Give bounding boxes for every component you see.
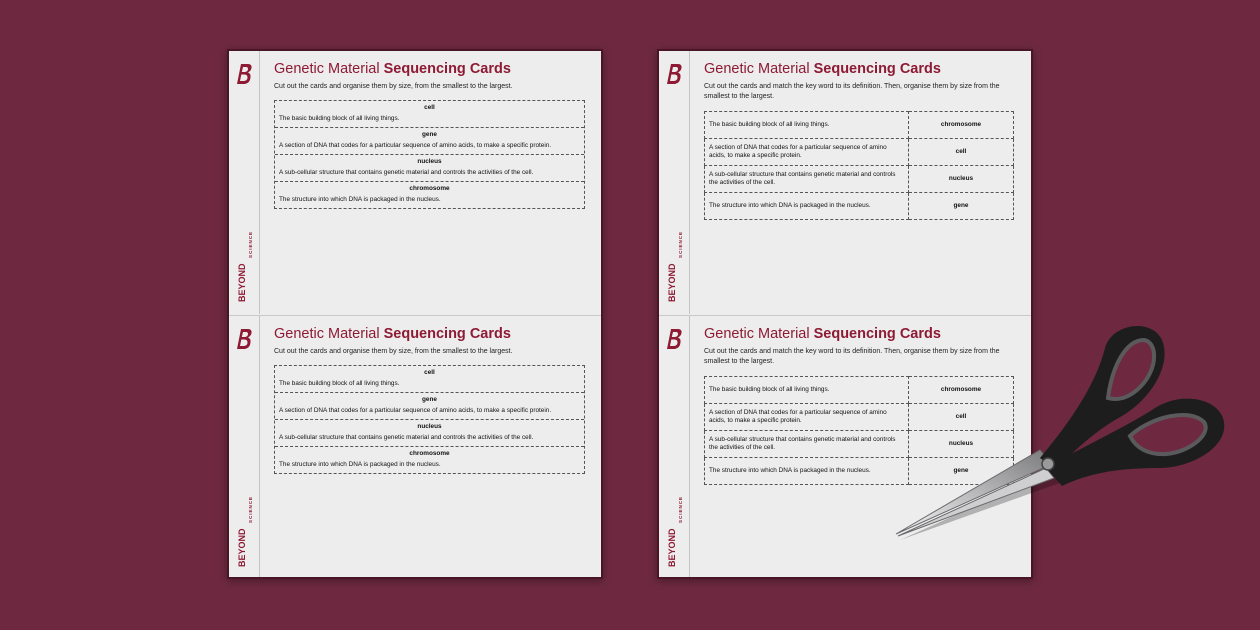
worksheet-half [229, 51, 601, 314]
beyond-b-logo-icon [237, 328, 253, 350]
svg-text:BEYOND: BEYOND [667, 263, 677, 302]
keyword-card: cell [909, 404, 1014, 431]
matching-row [705, 166, 1014, 193]
sequencing-card: nucleus A sub-cellular structure that contains genetic material and controls the activities of the cell. [275, 154, 584, 181]
keyword-card: chromosome [909, 377, 1014, 404]
svg-text:SCIENCE: SCIENCE [248, 230, 253, 258]
sequencing-card: nucleus A sub-cellular structure that contains genetic material and controls the activities of the cell. [275, 419, 584, 446]
worksheet-instruction: Cut out the cards and match the key word to its definition. Then, organise them by size from the smallest to the largest. [704, 83, 1000, 100]
matching-table [704, 111, 1014, 220]
worksheet-instruction: Cut out the cards and organise them by size, from the smallest to the largest. [274, 83, 513, 90]
beyond-b-logo-icon [667, 328, 683, 350]
definition-card: A sub-cellular structure that contains genetic material and controls the activities of the cell. [705, 166, 909, 193]
worksheet-title: Genetic Material Sequencing Cards [704, 326, 941, 342]
card-stack [274, 100, 585, 209]
matching-row [705, 139, 1014, 166]
beyond-science-wordmark [661, 208, 687, 304]
matching-row [705, 193, 1014, 220]
definition-card: The structure into which DNA is packaged in the nucleus. [705, 193, 909, 220]
sequencing-card: cell The basic building block of all living things. [279, 104, 435, 122]
worksheet-title: Genetic Material Sequencing Cards [274, 61, 511, 77]
definition-card: A section of DNA that codes for a particular sequence of amino acids, to make a specific protein. [705, 404, 909, 431]
beyond-b-logo-icon [667, 63, 683, 85]
worksheet-sorting [227, 49, 603, 579]
worksheet-title: Genetic Material Sequencing Cards [274, 326, 511, 342]
scissors-icon [890, 318, 1230, 550]
definition-card: The basic building block of all living things. [705, 112, 909, 139]
svg-text:SCIENCE: SCIENCE [678, 230, 683, 258]
brand-strip [229, 51, 260, 314]
worksheet-half [659, 51, 1031, 314]
sequencing-card: cell The basic building block of all living things. [279, 369, 435, 387]
keyword-card: chromosome [909, 112, 1014, 139]
sequencing-card: chromosome The structure into which DNA is packaged in the nucleus. [275, 181, 584, 208]
worksheet-title: Genetic Material Sequencing Cards [704, 61, 941, 77]
definition-card: A section of DNA that codes for a particular sequence of amino acids, to make a specific protein. [705, 139, 909, 166]
beyond-science-wordmark [231, 208, 257, 304]
beyond-science-wordmark [661, 473, 687, 569]
definition-card: The structure into which DNA is packaged in the nucleus. [705, 458, 909, 485]
definition-card: A sub-cellular structure that contains genetic material and controls the activities of the cell. [705, 431, 909, 458]
svg-text:BEYOND: BEYOND [237, 263, 247, 302]
keyword-card: nucleus [909, 166, 1014, 193]
keyword-card: nucleus [909, 431, 1014, 458]
definition-card: The basic building block of all living things. [705, 377, 909, 404]
worksheet-instruction: Cut out the cards and organise them by size, from the smallest to the largest. [274, 348, 513, 355]
keyword-card: cell [909, 139, 1014, 166]
svg-text:BEYOND: BEYOND [237, 528, 247, 567]
svg-text:BEYOND: BEYOND [667, 528, 677, 567]
keyword-card: gene [909, 458, 1014, 485]
brand-strip [659, 51, 690, 314]
matching-row [705, 112, 1014, 139]
keyword-card: gene [909, 193, 1014, 220]
sequencing-card: gene A section of DNA that codes for a particular sequence of amino acids, to make a specific protein. [275, 127, 584, 154]
sequencing-card: gene A section of DNA that codes for a particular sequence of amino acids, to make a specific protein. [275, 392, 584, 419]
brand-strip [659, 316, 690, 579]
sequencing-card: chromosome The structure into which DNA is packaged in the nucleus. [275, 446, 584, 473]
brand-strip [229, 316, 260, 579]
worksheet-instruction: Cut out the cards and match the key word to its definition. Then, organise them by size from the smallest to the largest. [704, 348, 1000, 365]
svg-text:SCIENCE: SCIENCE [678, 495, 683, 523]
card-stack [274, 365, 585, 474]
svg-text:SCIENCE: SCIENCE [248, 495, 253, 523]
beyond-science-wordmark [231, 473, 257, 569]
worksheet-half [229, 315, 601, 579]
beyond-b-logo-icon [237, 63, 253, 85]
